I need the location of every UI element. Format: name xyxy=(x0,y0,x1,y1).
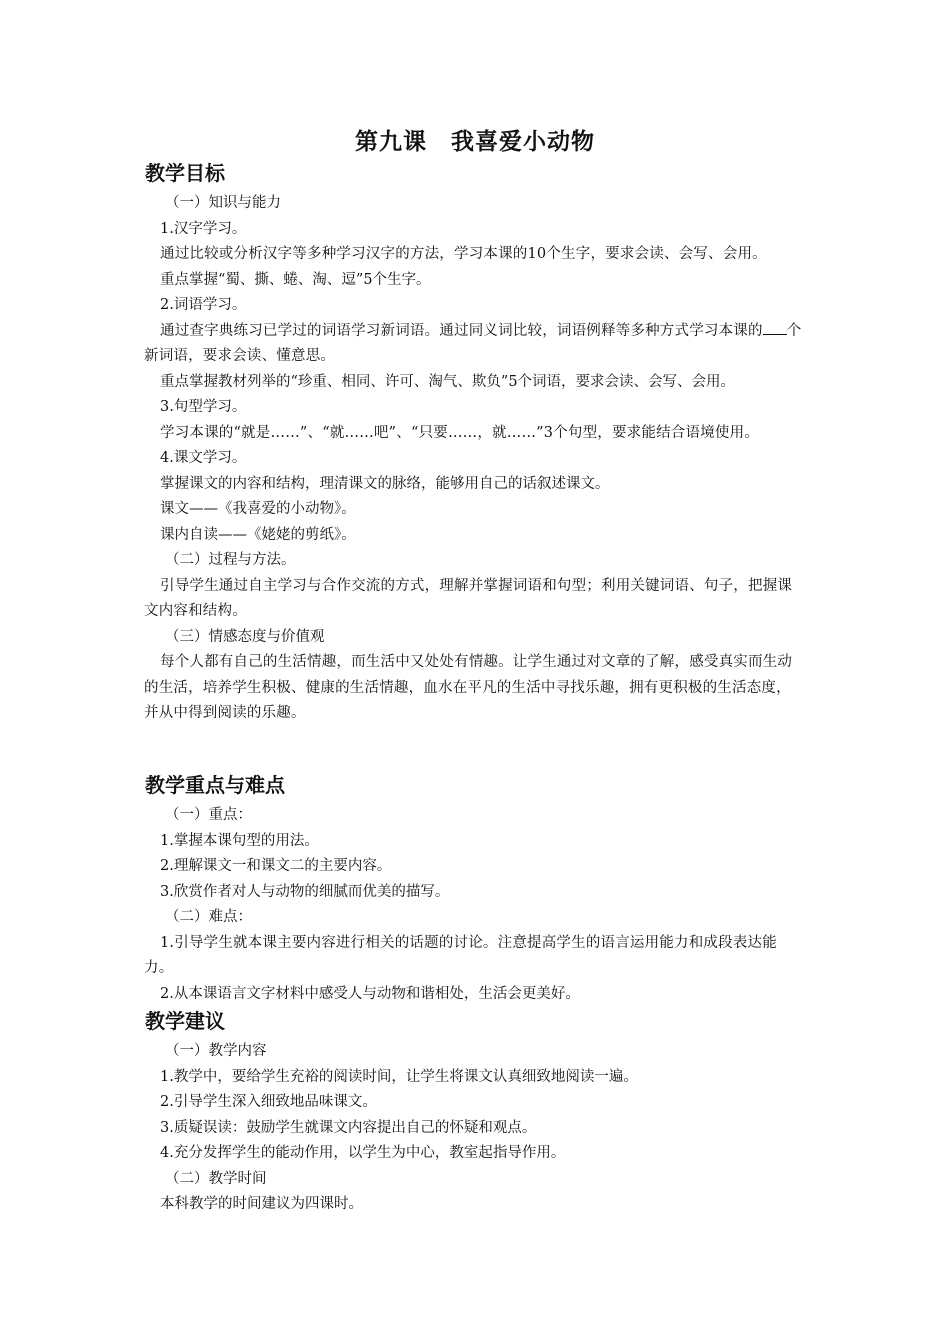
heading-key-points: 教学重点与难点 xyxy=(145,773,285,797)
section-key-points xyxy=(0,771,950,1007)
item-hanzi-desc: 通过比较或分析汉字等多种学习汉字的方法，学习本课的10个生字，要求会读、会写、会用。 xyxy=(160,246,767,262)
ciyu-desc-part-a: 通过查字典练习已学过的词语学习新词语。通过同义词比较，词语例释等多种方式学习本课的 xyxy=(160,322,763,339)
item-kewen-self-read: 课内自读——《姥姥的剪纸》。 xyxy=(160,526,356,543)
item-focus-3: 3.欣赏作者对人与动物的细腻而优美的描写。 xyxy=(160,883,450,900)
item-focus-1: 1.掌握本课句型的用法。 xyxy=(160,832,319,849)
heading-teaching-goals: 教学目标 xyxy=(145,161,225,185)
subheading-focus: （一）重点： xyxy=(165,807,252,823)
item-content-2: 2.引导学生深入细致地品味课文。 xyxy=(160,1094,377,1110)
item-difficulty-2: 2.从本课语言文字材料中感受人与动物和谐相处，生活会更美好。 xyxy=(160,985,580,1002)
ciyu-desc-part-b: 个新词语，要求会读、懂意思。 xyxy=(144,322,802,364)
subheading-time: （二）教学时间 xyxy=(165,1170,267,1187)
item-ciyu-key: 重点掌握教材列举的“珍重、相同、许可、淘气、欺负”5个词语，要求会读、会写、会用。 xyxy=(160,373,736,390)
item-hanzi-title: 1.汉字学习。 xyxy=(160,220,247,237)
item-emotion-desc: 每个人都有自己的生活情趣，而生活中又处处有情趣。让学生通过对文章的了解，感受真实而生动的生活，培养学生积极、健康的生活情趣，血水在平凡的生活中寻找乐趣，拥有更积极的生活态度，并从中得到阅读的乐趣。 xyxy=(144,654,793,721)
subheading-content: （一）教学内容 xyxy=(165,1043,267,1059)
item-juxing-desc: 学习本课的“就是……”、“就……吧”、“只要……，就……”3个句型，要求能结合语境使用。 xyxy=(160,424,759,441)
section-suggestions xyxy=(0,1007,950,1218)
item-kewen-title: 4.课文学习。 xyxy=(160,450,247,466)
item-focus-2: 2.理解课文一和课文二的主要内容。 xyxy=(160,858,392,874)
section-teaching-goals xyxy=(0,159,950,727)
item-difficulty-1: 1.引导学生就本课主要内容进行相关的话题的讨论。注意提高学生的语言运用能力和成段表达能力。 xyxy=(144,934,777,976)
subheading-knowledge-ability: （一）知识与能力 xyxy=(165,195,281,211)
fill-in-blank xyxy=(763,320,787,335)
item-hanzi-key: 重点掌握“蜀、撕、蜷、淘、逗”5个生字。 xyxy=(160,271,431,288)
item-juxing-title: 3.句型学习。 xyxy=(160,399,247,415)
subheading-process-method: （二）过程与方法。 xyxy=(165,552,296,568)
item-ciyu-title: 2.词语学习。 xyxy=(160,297,247,313)
lesson-title: 第九课 我喜爱小动物 xyxy=(355,129,595,155)
item-process-desc: 引导学生通过自主学习与合作交流的方式，理解并掌握词语和句型；利用关键词语、句子，把握课文内容和结构。 xyxy=(144,577,793,619)
subheading-emotion-values: （三）情感态度与价值观 xyxy=(165,628,325,645)
item-content-1: 1.教学中，要给学生充裕的阅读时间，让学生将课文认真细致地阅读一遍。 xyxy=(160,1068,638,1085)
item-content-3: 3.质疑误读：鼓励学生就课文内容提出自己的怀疑和观点。 xyxy=(160,1119,537,1136)
item-content-4: 4.充分发挥学生的能动作用，以学生为中心，教室起指导作用。 xyxy=(160,1145,566,1161)
subheading-difficulty: （二）难点： xyxy=(165,909,252,925)
item-kewen-main: 课文——《我喜爱的小动物》。 xyxy=(160,501,356,517)
item-ciyu-desc xyxy=(0,319,805,370)
item-kewen-desc: 掌握课文的内容和结构，理清课文的脉络，能够用自己的话叙述课文。 xyxy=(160,475,610,492)
item-time-desc: 本科教学的时间建议为四课时。 xyxy=(160,1196,363,1212)
heading-suggestions: 教学建议 xyxy=(145,1009,225,1033)
